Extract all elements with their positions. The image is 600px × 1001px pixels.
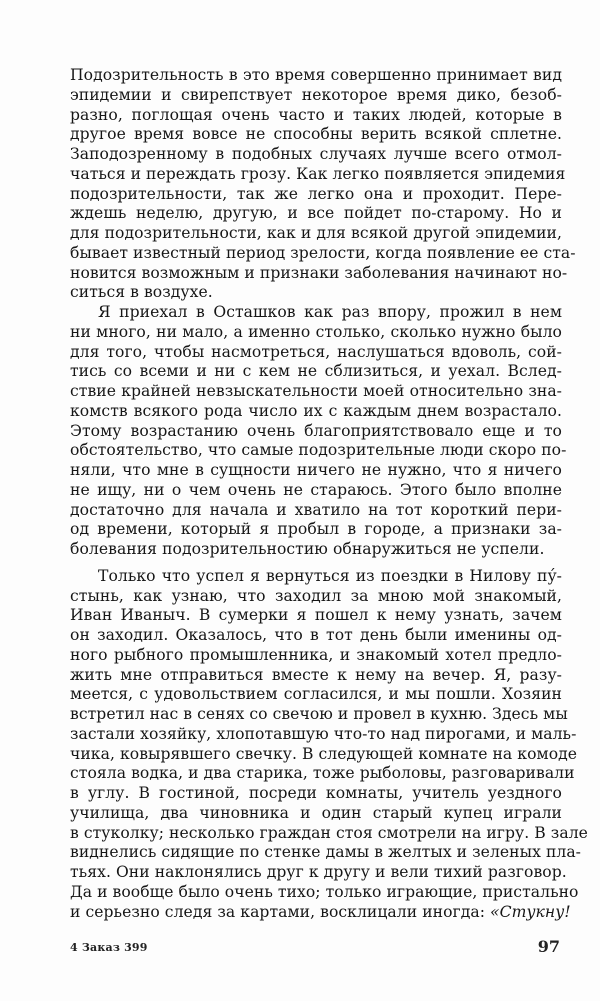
text-line: разно, поглощая очень часто и таких людей, которые в [70,105,562,124]
text-line: болевания подозрительностию обнаружиться не успели. [70,540,545,558]
text-line: ждешь неделю, другую, и все пойдет по-старому. Но и [70,204,562,223]
paragraph-gap [70,560,562,567]
text-segment: и серьезно следя за картами, восклицали иногда: [70,902,491,921]
text-line: Да и вообще было очень тихо; только играющие, пристально [70,882,579,901]
page-number: 97 [537,937,560,956]
text-line-with-emphasis [70,902,571,923]
text-line: училища, два чиновника и один старый купец играли [70,803,562,822]
text-line: встретил нас в сенях со свечою и провел в кухню. Здесь мы [70,705,568,723]
text-line: меется, с удовольствием согласился, и мы пошли. Хозяин [70,685,562,704]
text-line: ного рыбного промышленника, и знакомый хотел предло- [70,645,562,664]
text-line: чика, ковырявшего свечку. В следующей комнате на комоде [70,744,578,763]
text-line: тьях. Они наклонялись друг к другу и вели тихий разговор. [70,863,567,881]
text-line: стояла водка, и два старика, тоже рыболовы, разговаривали [70,764,575,783]
text-line: бывает известный период зрелости, когда появление ее ста- [70,243,576,262]
text-line: Этому возрастанию очень благоприятствовало еще и то [70,421,562,440]
paragraph-1 [70,66,576,303]
text-line: Только что успел я вернуться из поездки в Нилову пу́- [98,566,562,585]
text-line: виднелись сидящие по стенке дамы в желтых и зеленых пла- [70,843,582,862]
text-line: чаться и переждать грозу. Как легко появляется эпидемия [70,164,566,183]
text-line: Я приехал в Осташков как раз впору, прожил в нем [98,303,562,321]
text-line: в углу. В гостиной, посреди комнаты, учитель уездного [70,784,562,802]
text-line: застали хозяйку, хлопотавшую что-то над пирогами, и маль- [70,724,577,743]
page-footer [70,937,562,961]
text-line: достаточно для начала и хватило на тот короткий пери- [70,500,562,519]
text-line: эпидемии и свирепствует некоторое время дико, безоб- [70,85,562,104]
body-text [70,66,588,922]
printer-signature: 4 Заказ 399 [70,941,148,954]
paragraph-3 [70,566,588,923]
text-line: тись со всеми и ни с кем не сблизиться, и уехал. Вслед- [70,362,562,381]
text-line: обстоятельство, что самые подозрительные люди скоро по- [70,441,567,460]
italic-exclamation: «Стукну! [490,902,571,921]
text-line: другое время вовсе не способны верить всякой сплетне. [70,125,562,144]
text-line: для того, чтобы насмотреться, наслушаться вдоволь, сой- [70,342,562,361]
paragraph-2 [70,303,567,560]
text-line: жить мне отправиться вместе к нему на вечер. Я, разу- [70,665,562,684]
text-line: няли, что мне в сущности ничего не нужно, что я ничего [70,461,562,479]
text-line: Иван Иваныч. В сумерки я пошел к нему узнать, зачем [70,606,562,625]
text-line: ни много, ни мало, а именно столько, сколько нужно было [70,322,562,341]
text-line: Подозрительность в это время совершенно принимает вид [70,66,562,84]
text-line: не ищу, ни о чем очень не стараюсь. Этого было вполне [70,480,562,499]
text-line: комств всякого рода число их с каждым днем возрастало. [70,401,562,420]
text-line: для подозрительности, как и для всякой другой эпидемии, [70,224,562,242]
text-line: новится возможным и признаки заболевания начинают но- [70,263,568,282]
text-line: Заподозренному в подобных случаях лучше всего отмол- [70,145,562,163]
text-line: ствие крайней невзыскательности моей относительно зна- [70,382,562,400]
text-line: подозрительности, так же легко она и проходит. Пере- [70,184,562,203]
text-line: в стуколку; несколько граждан стоя смотрели на игру. В зале [70,823,588,842]
text-line: од времени, который я пробыл в городе, а признаки за- [70,520,562,539]
text-line: он заходил. Оказалось, что в тот день были именины од- [70,626,562,644]
text-line: стынь, как узнаю, что заходил за мною мой знакомый, [70,586,562,605]
text-line: ситься в воздухе. [70,283,213,302]
